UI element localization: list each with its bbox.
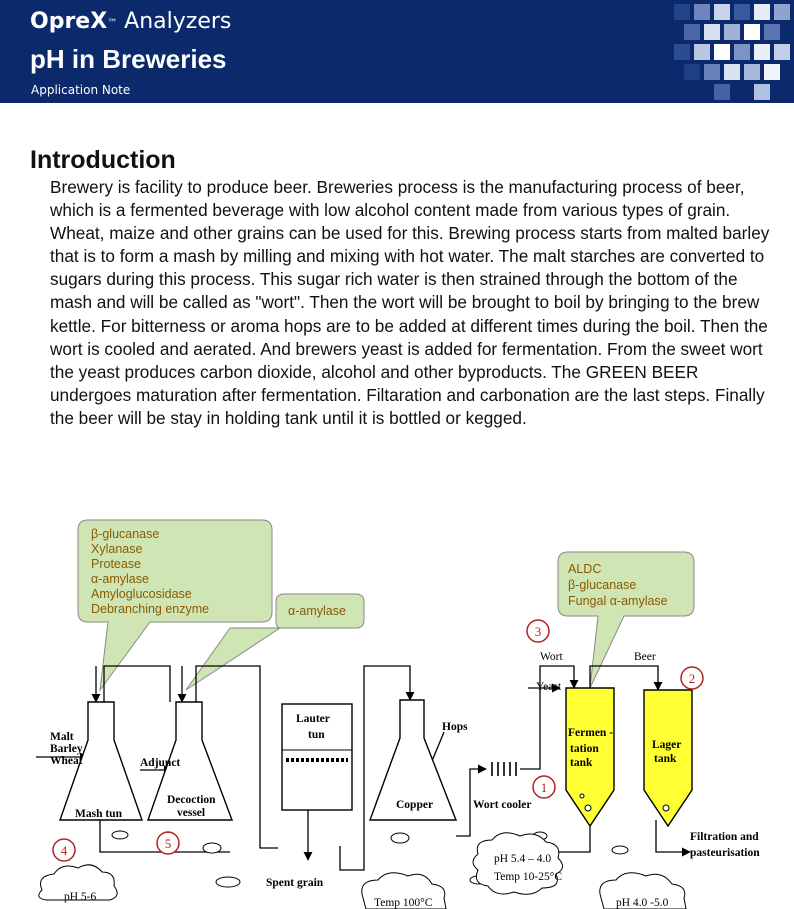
measure-ph-ferment: pH 5.4 – 4.0 [494,853,552,865]
label-spent-grain: Spent grain [266,877,324,889]
label-tun: tun [308,729,325,741]
enzyme-fermentation-3: Fungal α-amylase [568,594,668,608]
enzyme-mash-1: β-glucanase [91,527,160,541]
marker-4: 4 [60,843,68,858]
label-vessel: vessel [177,807,206,819]
enzyme-fermentation-2: β-glucanase [568,578,637,592]
enzyme-mash-6: Debranching enzyme [91,602,210,616]
label-decoction: Decoction [167,794,216,806]
label-malt: Malt [50,731,74,743]
enzyme-mash-4: α-amylase [91,572,149,586]
label-fermentation-3: tank [570,757,593,769]
marker-2: 2 [688,671,696,686]
label-beer: Beer [634,651,656,663]
label-fermentation-2: tation [570,743,599,755]
header-banner [0,0,794,103]
label-filtration: Filtration and [690,831,759,843]
label-lager-tank: tank [654,753,677,765]
section-heading: Introduction [30,146,176,174]
intro-paragraph: Brewery is facility to produce beer. Breweries process is the manufacturing process of beer, which is a fermented beverage with low alcohol content made from various types of grain. Wheat, maize and other grains can be used for this. Brewing process starts from malted barley that is to form a mash by milling and mixing with hot water. The malt starches are converted to sugars during this process. This sugar rich water is then strained through the bottom of the mash and will be called as "wort". Then the wort will be brought to boil by bringing to the brew kettle. For bitterness or aroma hops are to be added at different times during the boil. Then the wort is cooled and aerated. And brewers yeast is added for fermentation. From the sweet wort the yeast produces carbon dioxide, alcohol and other byproducts. The GREEN BEER undergoes maturation after fermentation. Filtaration and carbonation are the last steps. Finally the beer will be stay in holding tank until it is bottled or kegged. [50,177,770,428]
measure-ph-mash: pH 5-6 [64,891,97,903]
enzyme-decoction: α-amylase [288,604,346,618]
label-mash-tun: Mash tun [75,808,122,820]
label-fermentation-1: Fermen - [568,727,614,739]
wort-cooler-coil [492,762,516,776]
brewing-process-diagram [0,518,794,909]
label-lager: Lager [652,739,682,751]
marker-1: 1 [540,780,548,795]
label-wheat: Wheat [50,755,83,767]
brand-trademark: ™ [107,18,118,29]
brand-product-line: Analyzers [117,9,232,34]
measure-temp-ferment: Temp 10-25°C [494,871,562,883]
label-wort-cooler: Wort cooler [473,799,532,811]
measure-temp-copper: Temp 100°C [374,897,433,909]
label-barley: Barley [50,743,83,755]
label-lauter: Lauter [296,713,330,725]
enzyme-mash-2: Xylanase [91,542,143,556]
brand-logo [30,8,231,36]
enzyme-mash-3: Protease [91,557,142,571]
enzyme-mash-5: Amyloglucosidase [91,587,192,601]
label-wort: Wort [540,651,563,663]
marker-3: 3 [534,624,542,639]
label-yeast: Yeast [536,681,562,693]
label-adjunct: Adjunct [140,757,181,769]
document-type: Application Note [31,83,131,97]
document-title: pH in Breweries [30,44,227,74]
label-pasteurisation: pasteurisation [690,847,760,859]
measure-ph-lager: pH 4.0 -5.0 [616,897,669,909]
marker-5: 5 [164,836,172,851]
label-copper: Copper [396,799,434,811]
header-mosaic-decoration [674,0,794,103]
enzyme-fermentation-1: ALDC [568,562,602,576]
label-hops: Hops [442,721,468,733]
brand-name: OpreX [30,9,108,34]
